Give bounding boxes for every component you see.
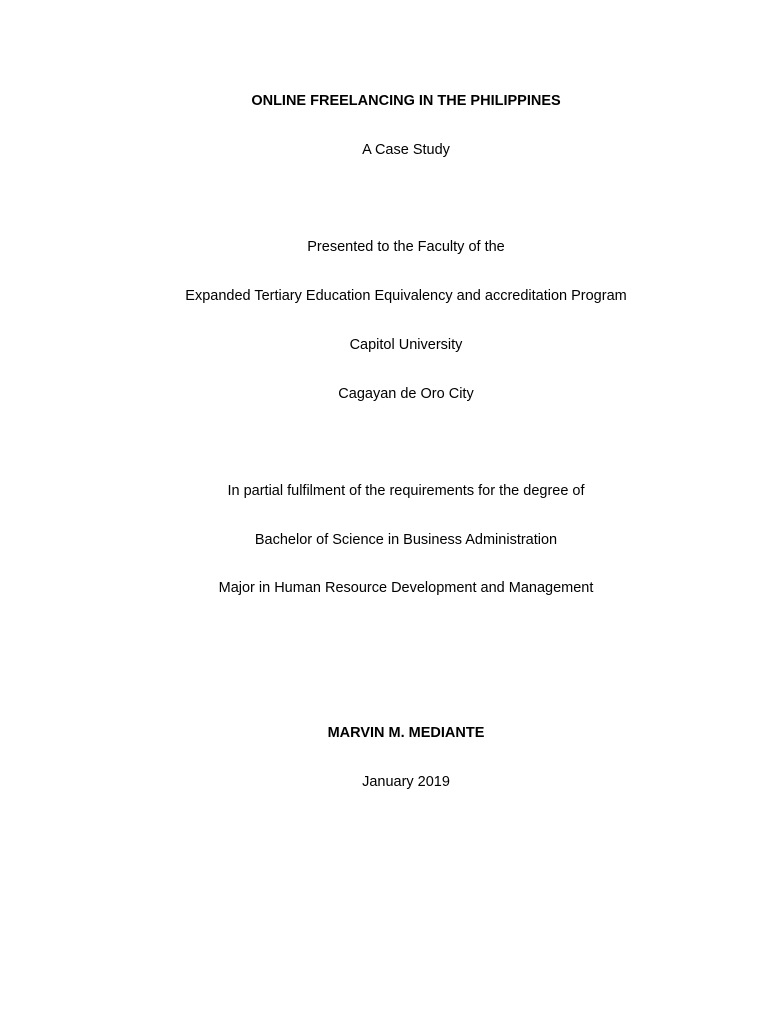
document-date: January 2019	[362, 774, 450, 790]
author-name: MARVIN M. MEDIANTE	[327, 725, 485, 741]
city-line: Cagayan de Oro City	[338, 386, 474, 402]
university-line: Capitol University	[349, 337, 463, 353]
major-line: Major in Human Resource Development and Management	[218, 580, 594, 596]
presented-to-line: Presented to the Faculty of the	[307, 239, 505, 255]
document-title: ONLINE FREELANCING IN THE PHILIPPINES	[251, 93, 561, 109]
degree-line: Bachelor of Science in Business Administration	[254, 532, 558, 548]
document-subtitle: A Case Study	[362, 142, 450, 158]
requirement-line: In partial fulfilment of the requirements for the degree of	[227, 483, 585, 499]
program-line: Expanded Tertiary Education Equivalency and accreditation Program	[185, 288, 627, 304]
